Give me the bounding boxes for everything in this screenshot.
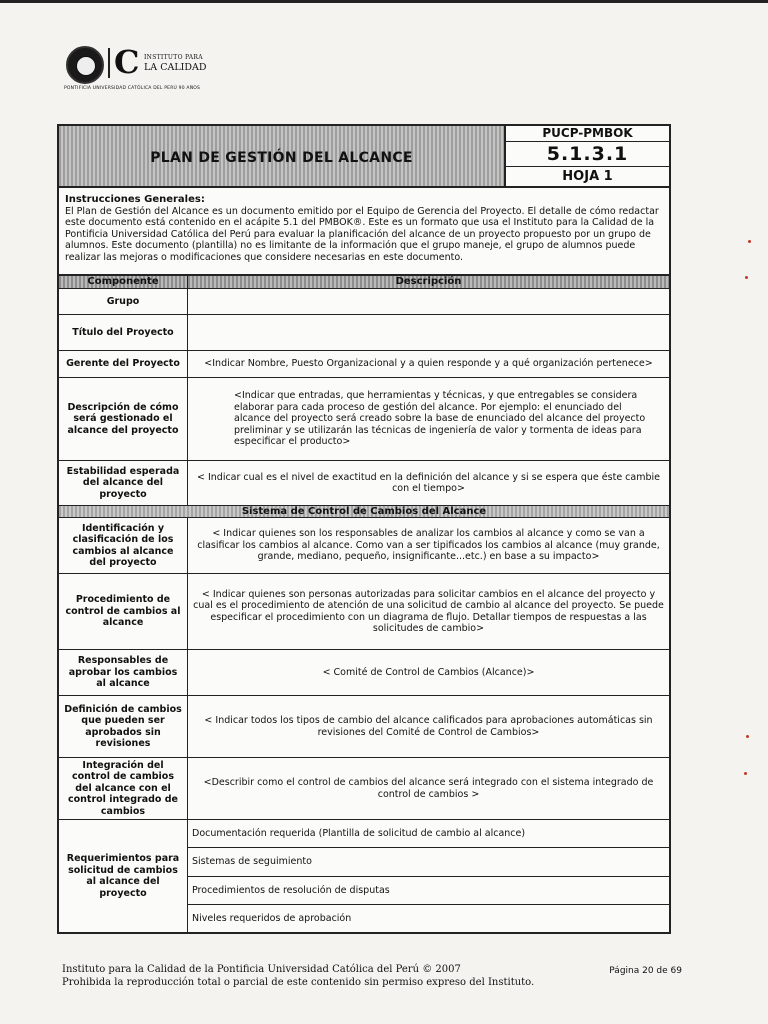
- university-name: PONTIFICIA UNIVERSIDAD CATÓLICA DEL PERÚ 90 AÑOS: [64, 86, 201, 91]
- row-desc-descripcion[interactable]: <Indicar que entradas, que herramientas y técnicas, y que entregables se considera elaborar para cada proceso de gestión del alcance. Por ejemplo: el enunciado del alcance del proyecto será creado sobre la base de enunciado del alcance del proyecto preliminar y se utilizarán las técnicas de ingeniería de valor y tormenta de ideas para especificar el producto>: [188, 378, 669, 461]
- row-desc-titulo[interactable]: [188, 315, 669, 351]
- row-desc-gerente[interactable]: <Indicar Nombre, Puesto Organizacional y a quien responde y a qué organización pertenece>: [188, 351, 669, 378]
- university-seal-icon: [66, 46, 104, 84]
- row-label-integracion: Integración del control de cambios del alcance con el control integrado de cambios: [59, 758, 188, 820]
- row-desc-estabilidad[interactable]: < Indicar cual es el nivel de exactitud en la definición del alcance y si se espera que éste cambie con el tiempo>: [188, 461, 669, 506]
- row-label-identificacion: Identificación y clasificación de los cambios al alcance del proyecto: [59, 518, 188, 574]
- row-desc-integracion[interactable]: <Describir como el control de cambios del alcance será integrado con el sistema integrado de control de cambios >: [188, 758, 669, 820]
- code-number: 5.1.3.1: [546, 143, 629, 165]
- margin-mark: [744, 772, 747, 775]
- row-desc-identificacion[interactable]: < Indicar quienes son los responsables de analizar los cambios al alcance y como se van a clasificar los cambios al alcance. Como van a ser tipificados los cambios al alcance (muy grande, grande, mediano, pequeño, insignificante...etc.) en base a su impacto>: [188, 518, 669, 574]
- form-code-box: [506, 126, 669, 186]
- requirement-item[interactable]: Niveles requeridos de aprobación: [192, 912, 352, 924]
- instructions-heading: Instrucciones Generales:: [65, 194, 205, 205]
- sheet-number: HOJA 1: [506, 166, 669, 186]
- row-desc-responsables[interactable]: < Comité de Control de Cambios (Alcance)>: [188, 650, 669, 696]
- section-title-change-control: Sistema de Control de Cambios del Alcance: [59, 506, 669, 518]
- row-label-descripcion: Descripción de cómo será gestionado el alcance del proyecto: [59, 378, 188, 461]
- code-label: PUCP-PMBOK: [506, 126, 669, 142]
- row-desc-grupo[interactable]: [188, 289, 669, 315]
- logo-line1: INSTITUTO PARA: [144, 54, 203, 61]
- form-header: [59, 126, 669, 188]
- margin-mark: [746, 735, 749, 738]
- column-header-component: Componente: [59, 276, 188, 289]
- footer-copyright: Instituto para la Calidad de la Pontificia Universidad Católica del Perú © 2007: [62, 964, 461, 975]
- row-label-requerimientos: Requerimientos para solicitud de cambios al alcance del proyecto: [59, 820, 188, 932]
- footer-notice: Prohibida la reproducción total o parcial de este contenido sin permiso expreso del Instituto.: [62, 977, 535, 988]
- margin-mark: [745, 276, 748, 279]
- page-footer: [62, 963, 682, 989]
- top-border-line: [0, 0, 768, 3]
- row-label-responsables: Responsables de aprobar los cambios al alcance: [59, 650, 188, 696]
- row-label-definicion: Definición de cambios que pueden ser aprobados sin revisiones: [59, 696, 188, 758]
- row-desc-procedimiento[interactable]: < Indicar quienes son personas autorizadas para solicitar cambios en el alcance del proyecto y cual es el procedimiento de atención de una solicitud de cambio al alcance del proyecto. Se puede especificar el procedimiento con un diagrama de flujo. Detallar tiempos de respuestas a las solicitudes de cambio>: [188, 574, 669, 650]
- row-label-titulo: Título del Proyecto: [59, 315, 188, 351]
- row-label-grupo: Grupo: [59, 289, 188, 315]
- page-number: Página 20 de 69: [609, 966, 682, 976]
- requirement-item[interactable]: Documentación requerida (Plantilla de solicitud de cambio al alcance): [188, 820, 669, 848]
- logo-line2: LA CALIDAD: [144, 62, 207, 73]
- general-instructions: [59, 188, 669, 276]
- instructions-body: El Plan de Gestión del Alcance es un documento emitido por el Equipo de Gerencia del Proyecto. El detalle de cómo redactar este documento está contenido en el acápite 5.1 del PMBOK®. Este es un formato que usa el Instituto para la Calidad de la Pontificia Universidad Católica del Perú para evaluar la planificación del alcance de un proyecto propuesto por un grupo de alumnos. Este documento (plantilla) no es limitante de la información que el grupo maneje, el grupo de alumnos puede realizar las mejoras o modificaciones que considere necesarias en este documento.: [65, 205, 659, 263]
- requirement-item[interactable]: Sistemas de seguimiento: [188, 848, 669, 876]
- form-title: PLAN DE GESTIÓN DEL ALCANCE: [59, 126, 506, 186]
- requirements-list: [188, 820, 669, 932]
- column-header-description: Descripción: [188, 276, 669, 289]
- logo-c-letter: C: [114, 43, 140, 81]
- logo-divider: [108, 48, 110, 78]
- margin-mark: [748, 240, 751, 243]
- row-desc-definicion[interactable]: < Indicar todos los tipos de cambio del alcance calificados para aprobaciones automáticas sin revisiones del Comité de Control de Cambios>: [188, 696, 669, 758]
- requirement-item[interactable]: Procedimientos de resolución de disputas: [188, 877, 669, 905]
- row-label-gerente: Gerente del Proyecto: [59, 351, 188, 378]
- row-label-estabilidad: Estabilidad esperada del alcance del proyecto: [59, 461, 188, 506]
- scope-table: [59, 276, 669, 932]
- row-label-procedimiento: Procedimiento de control de cambios al alcance: [59, 574, 188, 650]
- scope-plan-form: [57, 124, 671, 934]
- institute-logo: [62, 42, 232, 98]
